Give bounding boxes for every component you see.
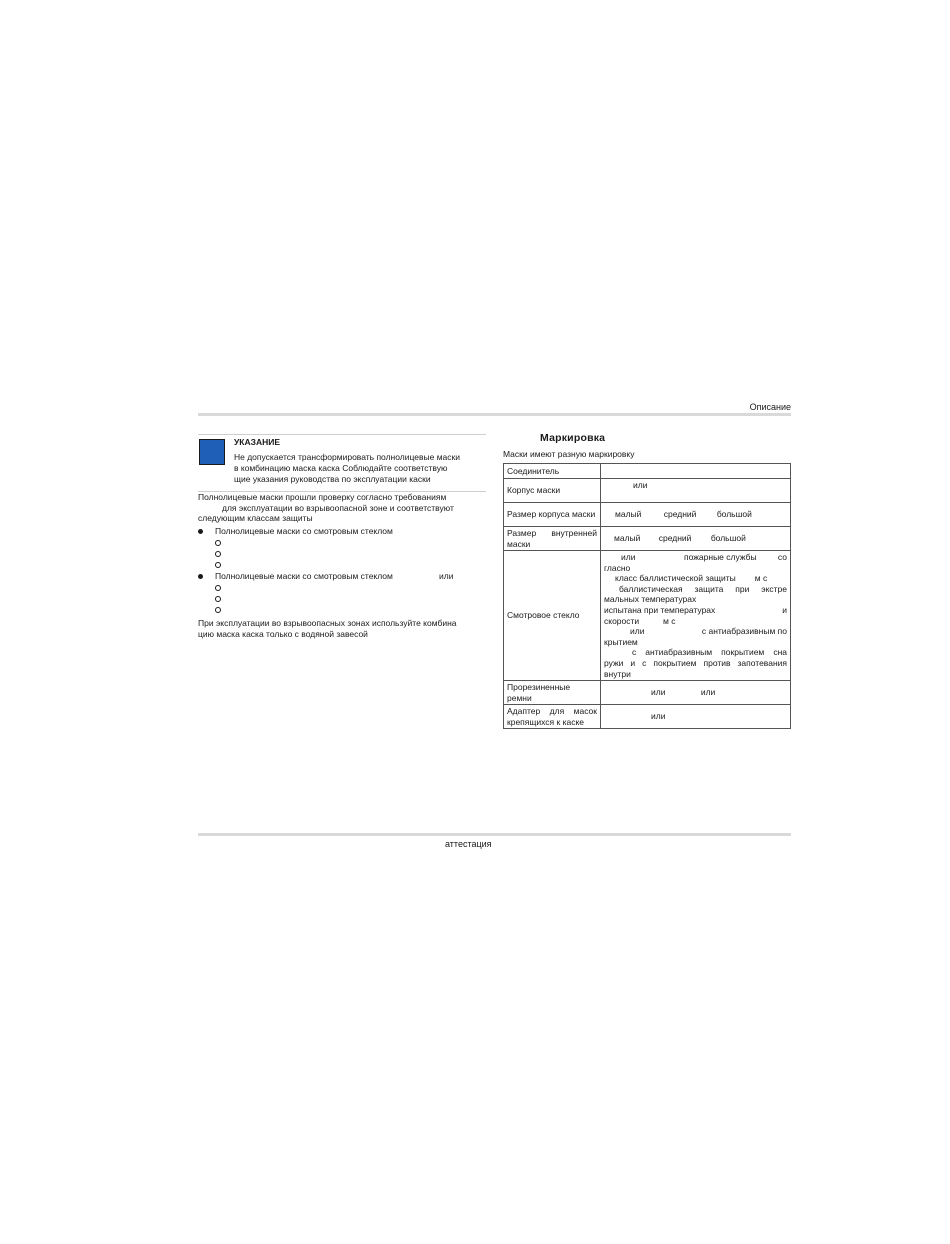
visor-text: м с: [663, 615, 676, 626]
circle-bullet-icon: [215, 540, 221, 546]
page-section-title: Описание: [749, 402, 791, 412]
bullet-icon: [198, 574, 203, 579]
table-row: [504, 503, 791, 527]
visor-line: [604, 626, 787, 637]
visor-line: внутри: [604, 668, 631, 679]
notice-icon: [199, 439, 225, 465]
list-item-text: Полнолицевые маски со смотровым стеклом: [215, 526, 393, 536]
circle-bullet-icon: [215, 562, 221, 568]
circle-bullet-icon: [215, 596, 221, 602]
paragraph-line: следующим классам защиты: [198, 513, 313, 523]
visor-line: с антиабразивным покрытием сна: [632, 647, 787, 658]
table-row: [504, 527, 791, 551]
table-cell-label: Соединитель: [504, 464, 601, 479]
visor-text: скорости: [604, 615, 640, 626]
visor-line: крытием: [604, 636, 638, 647]
marking-intro: Маски имеют разную маркировку: [503, 449, 635, 459]
table-row: [504, 705, 791, 729]
circle-bullet-icon: [215, 551, 221, 557]
visor-line: ружи и с покрытием против запотевания: [604, 657, 787, 668]
table-cell-label: Размер внутренней маски: [504, 527, 601, 551]
visor-text: со: [777, 552, 787, 562]
paragraph-line: для эксплуатации во взрывоопасной зоне и соответствуют: [222, 502, 454, 513]
size-medium: средний: [663, 509, 697, 520]
visor-text: и: [782, 604, 787, 615]
table-cell-value: [601, 527, 791, 551]
size-large: большой: [710, 533, 746, 544]
straps-or: или: [700, 687, 716, 698]
paragraph-line: При эксплуатации во взрывоопасных зонах используйте комбина: [198, 618, 457, 628]
visor-line: [604, 605, 787, 616]
visor-text: или: [630, 626, 645, 637]
notice-box: [198, 434, 486, 492]
table-cell-value: [601, 464, 791, 479]
table-row: [504, 479, 791, 503]
notice-text: [234, 452, 485, 485]
visor-text: м с: [754, 573, 768, 584]
size-small: малый: [614, 533, 641, 544]
size-large: большой: [716, 509, 752, 520]
straps-or: или: [651, 687, 666, 698]
visor-line: гласно: [604, 562, 631, 573]
marking-heading: Маркировка: [540, 432, 606, 444]
table-cell-label: Корпус маски: [504, 479, 601, 503]
table-cell-label: Размер корпуса маски: [504, 503, 601, 527]
table-value-text: или: [633, 480, 648, 490]
table-cell-label: Смотровое стекло: [504, 551, 601, 681]
visor-text: с антиабразивным по: [701, 626, 787, 637]
visor-text: класс баллистической защиты: [615, 573, 736, 584]
paragraph-line: цию маска каска только с водяной завесой: [198, 629, 368, 639]
size-medium: средний: [658, 533, 692, 544]
header-divider: [198, 413, 791, 416]
table-cell-value: [601, 681, 791, 705]
notice-line: в комбинацию маска каска Соблюдайте соответствую: [234, 463, 448, 473]
table-row: [504, 551, 791, 681]
notice-line: щие указания руководства по эксплуатации каски: [234, 474, 431, 484]
list-item-or: или: [439, 571, 454, 581]
visor-text: или: [621, 552, 636, 562]
visor-line: мальных температурах: [604, 594, 697, 605]
table-row: [504, 464, 791, 479]
circle-bullet-icon: [215, 585, 221, 591]
visor-text: испытана при температурах: [604, 604, 716, 615]
table-cell-value: [601, 503, 791, 527]
table-row: [504, 681, 791, 705]
visor-text: пожарные службы: [684, 552, 757, 562]
table-cell-value: [601, 479, 791, 503]
visor-line: [604, 573, 787, 584]
table-cell-label: Прорезиненные ремни: [504, 681, 601, 705]
table-cell-value: [601, 551, 791, 681]
notice-title: УКАЗАНИЕ: [234, 437, 280, 447]
footer-text: аттестация: [445, 839, 492, 849]
list-item-text: Полнолицевые маски со смотровым стеклом: [215, 571, 393, 581]
visor-line: баллистическая защита при экстре: [619, 583, 787, 594]
intro-paragraph: [198, 492, 487, 524]
size-small: малый: [615, 509, 642, 520]
bullet-icon: [198, 529, 203, 534]
footer-divider: [198, 833, 791, 836]
explosion-zone-paragraph: [198, 618, 487, 640]
notice-line: Не допускается трансформировать полнолицевые маски: [234, 452, 460, 462]
visor-line: [604, 552, 787, 563]
circle-bullet-icon: [215, 607, 221, 613]
table-cell-value: [601, 705, 791, 729]
marking-table: [503, 463, 791, 729]
paragraph-line: Полнолицевые маски прошли проверку согласно требованиям: [198, 492, 447, 502]
visor-line: [604, 616, 787, 627]
table-cell-label: Адаптер для масок крепящихся к каске: [504, 705, 601, 729]
adapter-or: или: [651, 711, 666, 722]
